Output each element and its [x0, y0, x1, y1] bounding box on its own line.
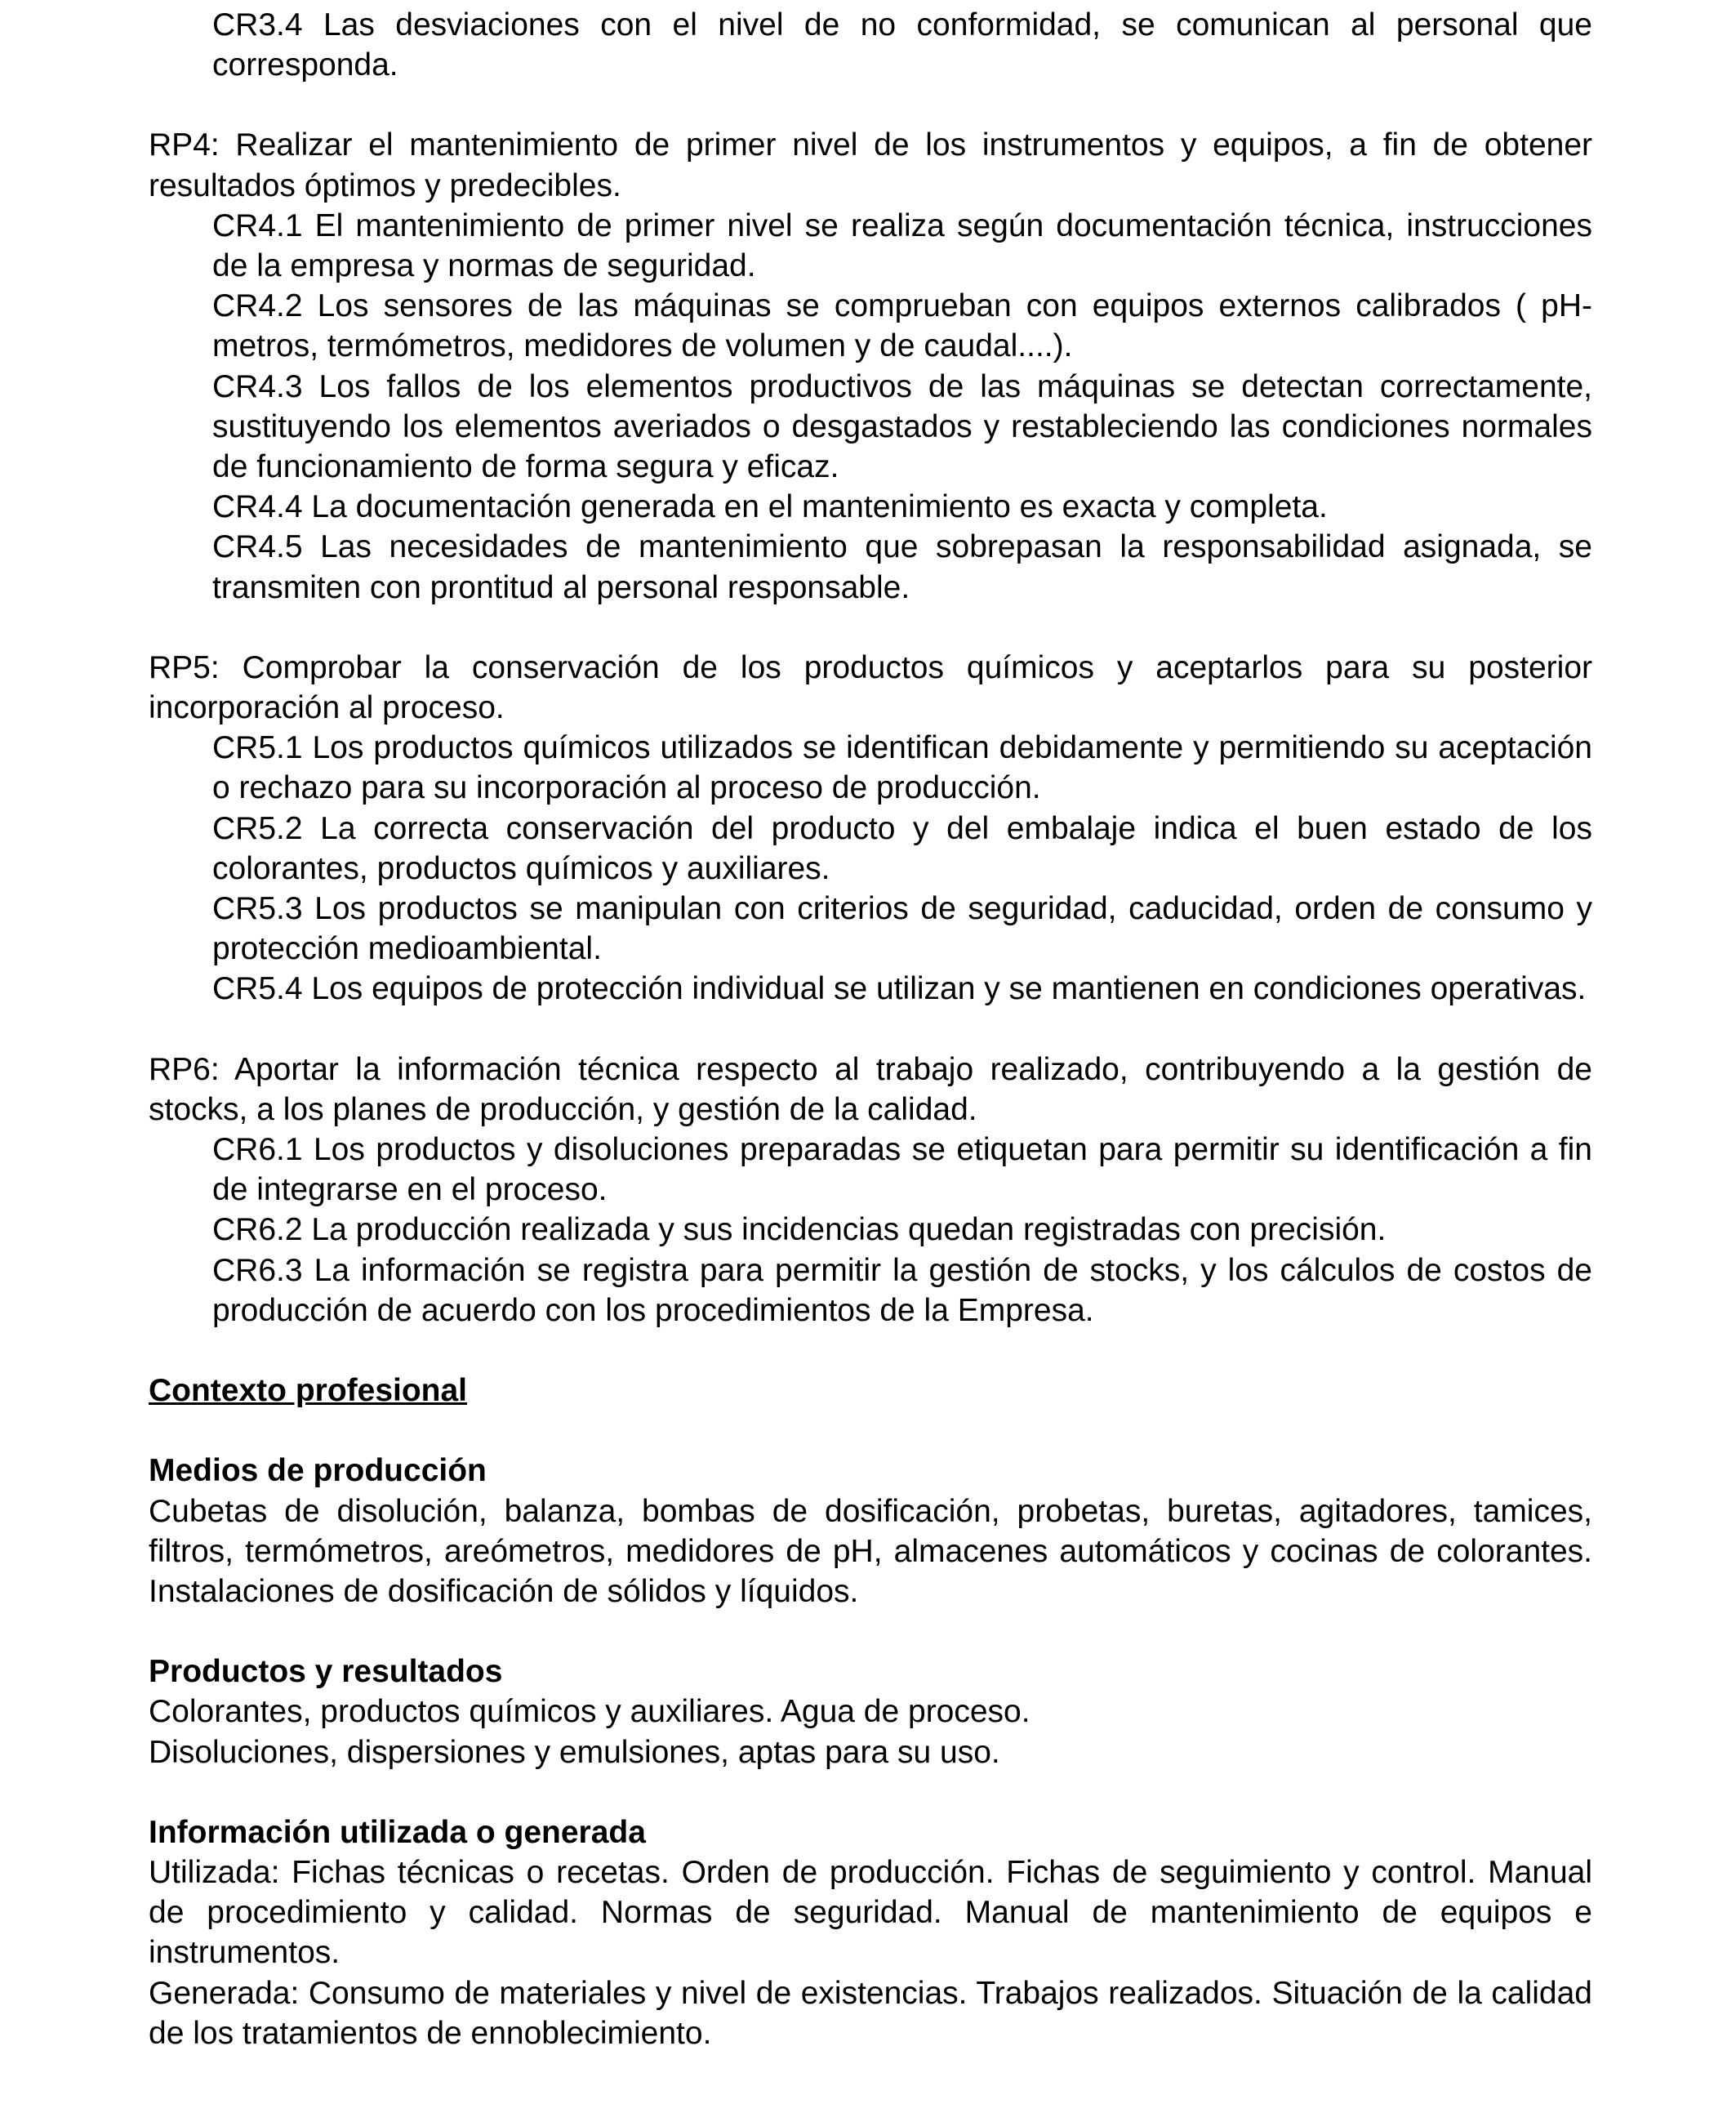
- document-page: [149, 5, 1592, 2053]
- info-generada: Generada: Consumo de materiales y nivel de existencias. Trabajos realizados. Situación de la calidad de los tratamientos de ennoblecimiento.: [149, 1975, 1592, 2051]
- contexto-heading: Contexto profesional: [149, 1373, 468, 1409]
- productos-line-2: Disoluciones, dispersiones y emulsiones, aptas para su uso.: [149, 1734, 1000, 1770]
- productos-line-1: Colorantes, productos químicos y auxiliares. Agua de proceso.: [149, 1694, 1030, 1730]
- criterion-cr4-1: CR4.1 El mantenimiento de primer nivel se realiza según documentación técnica, instrucciones de la empresa y normas de seguridad.: [212, 207, 1592, 284]
- criterion-cr5-1: CR5.1 Los productos químicos utilizados se identifican debidamente y permitiendo su aceptación o rechazo para su incorporación al proceso de producción.: [212, 730, 1592, 806]
- criterion-cr4-4: CR4.4 La documentación generada en el mantenimiento es exacta y completa.: [212, 489, 1328, 525]
- info-utilizada: Utilizada: Fichas técnicas o recetas. Orden de producción. Fichas de seguimiento y control. Manual de procedimiento y calidad. Normas de seguridad. Manual de mantenimiento de equipos e instrumentos.: [149, 1854, 1592, 1971]
- info-heading: Información utilizada o generada: [149, 1814, 646, 1850]
- medios-heading: Medios de producción: [149, 1453, 487, 1489]
- medios-text: Cubetas de disolución, balanza, bombas de dosificación, probetas, buretas, agitadores, tamices, filtros, termómetros, areómetros, medidores de pH, almacenes automáticos y cocinas de colorantes. Instalaciones de dosificación de sólidos y líquidos.: [149, 1493, 1592, 1609]
- criterion-cr5-3: CR5.3 Los productos se manipulan con criterios de seguridad, caducidad, orden de consumo y protección medioambiental.: [212, 891, 1592, 967]
- criterion-cr3-4: CR3.4 Las desviaciones con el nivel de no conformidad, se comunican al personal que corresponda.: [212, 7, 1592, 83]
- criterion-cr5-4: CR5.4 Los equipos de protección individual se utilizan y se mantienen en condiciones operativas.: [212, 971, 1587, 1007]
- criterion-cr6-1: CR6.1 Los productos y disoluciones preparadas se etiquetan para permitir su identificación a fin de integrarse en el proceso.: [212, 1132, 1592, 1208]
- criterion-cr4-5: CR4.5 Las necesidades de mantenimiento que sobrepasan la responsabilidad asignada, se transmiten con prontitud al personal responsable.: [212, 529, 1592, 605]
- rp5-title: RP5: Comprobar la conservación de los productos químicos y aceptarlos para su posterior incorporación al proceso.: [149, 649, 1592, 726]
- productos-heading: Productos y resultados: [149, 1654, 503, 1690]
- criterion-cr4-3: CR4.3 Los fallos de los elementos productivos de las máquinas se detectan correctamente, sustituyendo los elementos averiados o desgastados y restableciendo las condiciones normales de funcionamiento de forma segura y eficaz.: [212, 368, 1592, 485]
- rp6-title: RP6: Aportar la información técnica respecto al trabajo realizado, contribuyendo a la gestión de stocks, a los planes de producción, y gestión de la calidad.: [149, 1051, 1592, 1127]
- criterion-cr6-2: CR6.2 La producción realizada y sus incidencias quedan registradas con precisión.: [212, 1212, 1387, 1248]
- criterion-cr5-2: CR5.2 La correcta conservación del producto y del embalaje indica el buen estado de los colorantes, productos químicos y auxiliares.: [212, 810, 1592, 886]
- rp4-title: RP4: Realizar el mantenimiento de primer nivel de los instrumentos y equipos, a fin de obtener resultados óptimos y predecibles.: [149, 127, 1592, 203]
- criterion-cr6-3: CR6.3 La información se registra para permitir la gestión de stocks, y los cálculos de costos de producción de acuerdo con los procedimientos de la Empresa.: [212, 1252, 1592, 1328]
- criterion-cr4-2: CR4.2 Los sensores de las máquinas se comprueban con equipos externos calibrados ( pH-metros, termómetros, medidores de volumen y de caudal....).: [212, 288, 1592, 364]
